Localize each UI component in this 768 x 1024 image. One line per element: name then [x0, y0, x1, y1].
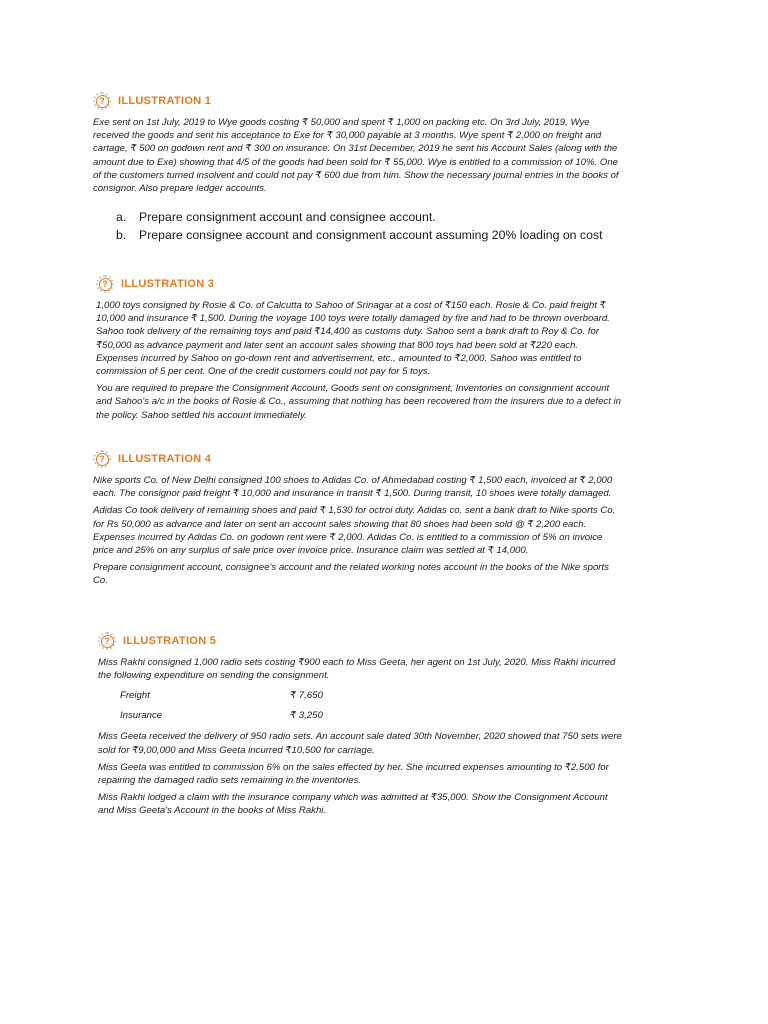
question-mark-icon: ? — [98, 632, 116, 650]
task-list — [116, 208, 602, 244]
illustration-5 — [98, 630, 622, 826]
list-item-text: Prepare consignee account and consignment account assuming 20% loading on cost — [139, 228, 603, 242]
illustration-5-intro: Miss Rakhi consigned 1,000 radio sets costing ₹900 each to Miss Geeta, her agent on 1st July, 2020. Miss Rakhi incurred the following expenditure on sending the consignment. — [98, 657, 616, 682]
illustration-4-title: ILLUSTRATION 4 — [118, 453, 212, 465]
illustration-3-text-1: 1,000 toys consigned by Rosie & Co. of Calcutta to Sahoo of Srinagar at a cost of ₹150 each. Rosie & Co. paid freight ₹ 10,000 and insurance ₹ 1,500. During the voyage 100 toys were totally damaged by fire and had to be thrown overboard. Sahoo took delivery of the remaining toys and paid ₹14,400 as customs duty. Sahoo sent a bank draft to Roy & Co. for ₹50,000 as advance payment and later sent an account sales showing that 800 toys had been sold at ₹220 each. Expenses incurred by Sahoo on go-down rent and advertisement, etc., amounted to ₹2,000. Sahoo was entitled to commission of 5 per cent. One of the credit customers could not pay for 5 toys. — [96, 300, 610, 378]
illustration-1-header — [93, 90, 621, 112]
illustration-1 — [93, 90, 621, 199]
list-marker: a. — [116, 210, 127, 224]
illustration-1-text: Exe sent on 1st July, 2019 to Wye goods costing ₹ 50,000 and spent ₹ 1,000 on packing etc. On 3rd July, 2019, Wye received the goods and sent his acceptance to Exe for ₹ 30,000 payable at 3 months. Wye spent ₹ 2,000 on freight and cartage, ₹ 500 on godown rent and ₹ 300 on insurance. On 31st December, 2019 he sent his Account Sales (along with the amount due to Exe) showing that 4/5 of the goods had been sold for ₹ 55,000. Wye is entitled to a commission of 10%. One of the customers turned insolvent and could not pay ₹ 600 due from him. Show the necessary journal entries in the books of consignor. Also prepare ledger accounts. — [93, 117, 619, 195]
illustration-3-header — [96, 273, 622, 295]
expense-label: Freight — [120, 690, 150, 702]
illustration-4-text-3: Prepare consignment account, consignee's account and the related working notes account in the books of the Nike sports Co. — [93, 562, 609, 587]
expense-row — [98, 686, 622, 706]
illustration-4-header — [93, 448, 621, 470]
list-marker: b. — [116, 228, 127, 242]
illustration-3-title: ILLUSTRATION 3 — [121, 278, 215, 290]
question-mark-icon: ? — [93, 92, 111, 110]
illustration-5-header — [98, 630, 622, 652]
list-item — [116, 208, 602, 226]
illustration-3-text-2: You are required to prepare the Consignment Account, Goods sent on consignment, Inventories on consignment account and Sahoo's a/c in the books of Rosie & Co., assuming that nothing has been recovered from the insurers due to a defect in the policy. Sahoo settled his account immediately. — [96, 383, 622, 421]
illustration-5-title: ILLUSTRATION 5 — [123, 635, 217, 647]
illustration-1-title: ILLUSTRATION 1 — [118, 95, 212, 107]
illustration-4-text-1: Nike sports Co. of New Delhi consigned 100 shoes to Adidas Co. of Ahmedabad costing ₹ 1,500 each, invoiced at ₹ 2,000 each. The consignor paid freight ₹ 10,000 and insurance in transit ₹ 1,500. During transit, 10 shoes were totally damaged. — [93, 475, 613, 500]
illustration-4 — [93, 448, 621, 592]
list-item — [116, 226, 602, 244]
illustration-3 — [96, 273, 622, 426]
illustration-5-text-2: Miss Geeta was entitled to commission 6% on the sales effected by her. She incurred expenses amounting to ₹2,500 for repairing the damaged radio sets remaining in the inventories. — [98, 761, 609, 787]
expense-amount: ₹ 3,250 — [290, 710, 323, 722]
expense-label: Insurance — [120, 710, 163, 722]
expense-amount: ₹ 7,650 — [290, 690, 323, 702]
list-item-text: Prepare consignment account and consignee account. — [139, 210, 436, 224]
expense-row — [98, 706, 622, 726]
illustration-4-text-2: Adidas Co took delivery of remaining shoes and paid ₹ 1,530 for octroi duty. Adidas co. sent a bank draft to Nike sports Co. for Rs 50,000 as advance and later on sent an account sales showing that 80 shoes had been sold @ ₹ 2,200 each. Expenses incurred by Adidas Co. on godown rent were ₹ 2,000. Adidas Co. is entitled to a commission of 5% on invoice price and 25% on any surplus of sale price over invoice price. Insurance claim was settled at ₹ 14,000. — [93, 505, 616, 557]
question-mark-icon: ? — [96, 275, 114, 293]
illustration-5-text-1: Miss Geeta received the delivery of 950 radio sets. An account sale dated 30th November, 2020 showed that 750 sets were sold for ₹9,00,000 and Miss Geeta incurred ₹10,500 for carriage. — [98, 731, 622, 756]
question-mark-icon: ? — [93, 450, 111, 468]
illustration-5-text-3: Miss Rakhi lodged a claim with the insurance company which was admitted at ₹35,000. Show the Consignment Account and Miss Geeta's Account in the books of Miss Rakhi. — [98, 792, 608, 817]
